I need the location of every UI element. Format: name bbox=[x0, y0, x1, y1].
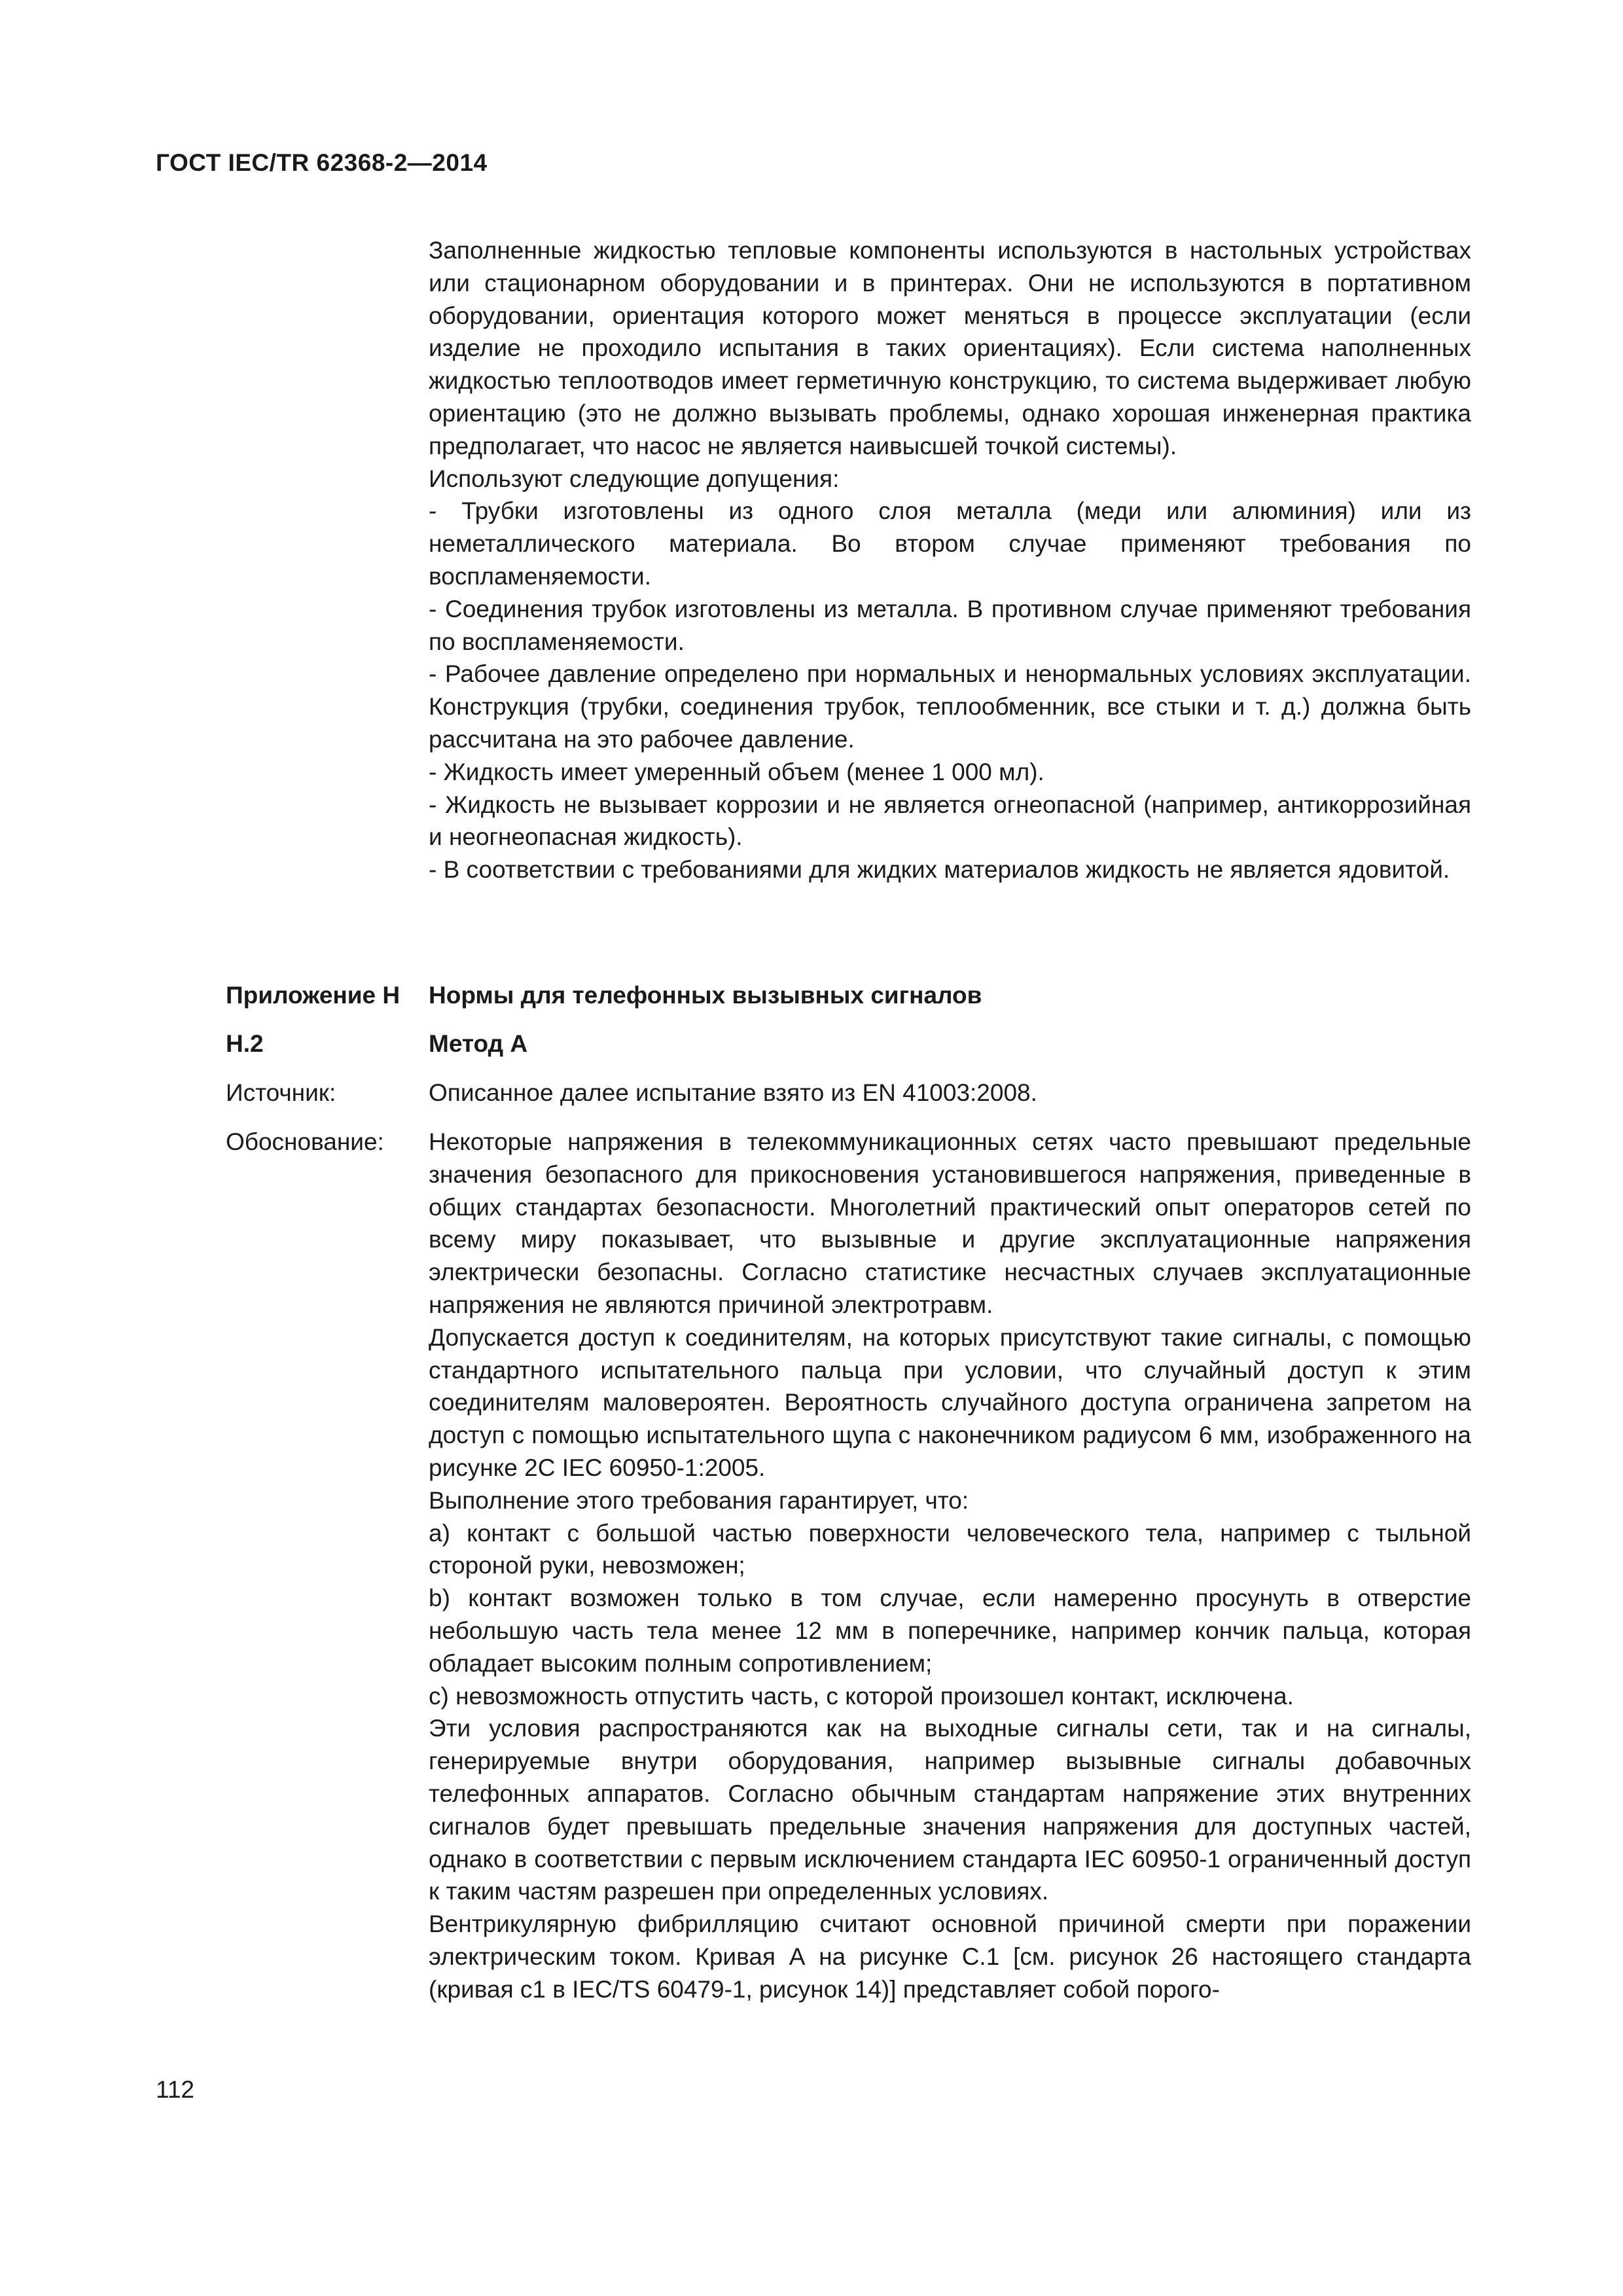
condition-item: a) контакт с большой частью поверхности человеческого тела, например с тыльной стороной руки, невозможен; bbox=[429, 1519, 1471, 1579]
annex-title: Нормы для телефонных вызывных сигналов bbox=[429, 982, 982, 1009]
rationale-text bbox=[429, 1126, 1471, 2006]
assumption-item: - Соединения трубок изготовлены из металла. В противном случае применяют требования по воспламеняемости. bbox=[429, 595, 1471, 655]
rationale-paragraph: Вентрикулярную фибрилляцию считают основной причиной смерти при поражении электрическим током. Кривая А на рисунке С.1 [см. рисунок 26 настоящего стандарта (кривая с1 в IEC/TS 60479-1, рисунок 14)] представляет собой порого- bbox=[429, 1910, 1471, 2003]
source-label: Источник: bbox=[226, 1079, 336, 1106]
assumption-item: - В соответствии с требованиями для жидких материалов жидкость не является ядовитой. bbox=[429, 856, 1450, 884]
assumption-item: - Рабочее давление определено при нормальных и ненормальных условиях эксплуатации. Конструкция (трубки, соединения трубок, теплообменник, все стыки и т. д.) должна быть рассчитана на это рабочее давление. bbox=[429, 660, 1471, 753]
intro-text bbox=[429, 234, 1471, 886]
rationale-paragraph: Выполнение этого требования гарантирует, что: bbox=[429, 1486, 969, 1514]
condition-item: b) контакт возможен только в том случае, если намеренно просунуть в отверстие небольшую часть тела менее 12 мм в поперечнике, например кончик пальца, которая обладает высоким полным сопротивлением; bbox=[429, 1585, 1471, 1677]
assumption-item: - Трубки изготовлены из одного слоя металла (меди или алюминия) или из неметаллического материала. Во втором случае применяют требования по воспламеняемости. bbox=[429, 497, 1471, 590]
rationale-paragraph: Некоторые напряжения в телекоммуникационных сетях часто превышают предельные значения безопасного для прикосновения установившегося напряжения, приведенные в общих стандартах безопасности. Многолетний практический опыт операторов сетей по всему миру показывает, что вызывные и другие эксплуатационные напряжения электрически безопасны. Согласно статистике несчастных случаев эксплуатационные напряжения не являются причиной электротравм. bbox=[429, 1128, 1471, 1318]
assumption-item: - Жидкость не вызывает коррозии и не является огнеопасной (например, антикоррозийная и неогнеопасная жидкость). bbox=[429, 791, 1471, 851]
rationale-paragraph: Допускается доступ к соединителям, на которых присутствуют такие сигналы, с помощью стандартного испытательного пальца при условии, что случайный доступ к этим соединителям маловероятен. Вероятность случайного доступа ограничена запретом на доступ с помощью испытательного щупа с наконечником радиусом 6 мм, изображенного на рисунке 2С IEC 60950-1:2005. bbox=[429, 1323, 1471, 1481]
rationale-paragraph: Эти условия распространяются как на выходные сигналы сети, так и на сигналы, генерируемые внутри оборудования, например вызывные сигналы добавочных телефонных аппаратов. Согласно обычным стандартам напряжение этих внутренних сигналов будет превышать предельные значения напряжения для доступных частей, однако в соответствии с первым исключением стандарта IEC 60950-1 ограниченный доступ к таким частям разрешен при определенных условиях. bbox=[429, 1715, 1471, 1905]
section-title: Метод А bbox=[429, 1030, 528, 1057]
assumption-item: - Жидкость имеет умеренный объем (менее 1 000 мл). bbox=[429, 758, 1044, 785]
document-header: ГОСТ IEC/TR 62368-2—2014 bbox=[156, 149, 488, 176]
condition-item: c) невозможность отпустить часть, с которой произошел контакт, исключена. bbox=[429, 1682, 1294, 1710]
intro-assumptions-lead: Используют следующие допущения: bbox=[429, 465, 840, 492]
source-text: Описанное далее испытание взято из EN 41003:2008. bbox=[429, 1079, 1037, 1106]
page-number: 112 bbox=[156, 2076, 194, 2103]
section-label: Н.2 bbox=[226, 1030, 264, 1057]
intro-paragraph: Заполненные жидкостью тепловые компоненты используются в настольных устройствах или стационарном оборудовании и в принтерах. Они не используются в портативном оборудовании, ориентация которого может меняться в процессе эксплуатации (если изделие не проходило испытания в таких ориентациях). Если система наполненных жидкостью теплоотводов имеет герметичную конструкцию, то система выдерживает любую ориентацию (это не должно вызывать проблемы, однако хорошая инженерная практика предполагает, что насос не является наивысшей точкой системы). bbox=[429, 237, 1471, 459]
annex-label: Приложение Н bbox=[226, 982, 401, 1009]
rationale-label: Обоснование: bbox=[226, 1128, 384, 1155]
